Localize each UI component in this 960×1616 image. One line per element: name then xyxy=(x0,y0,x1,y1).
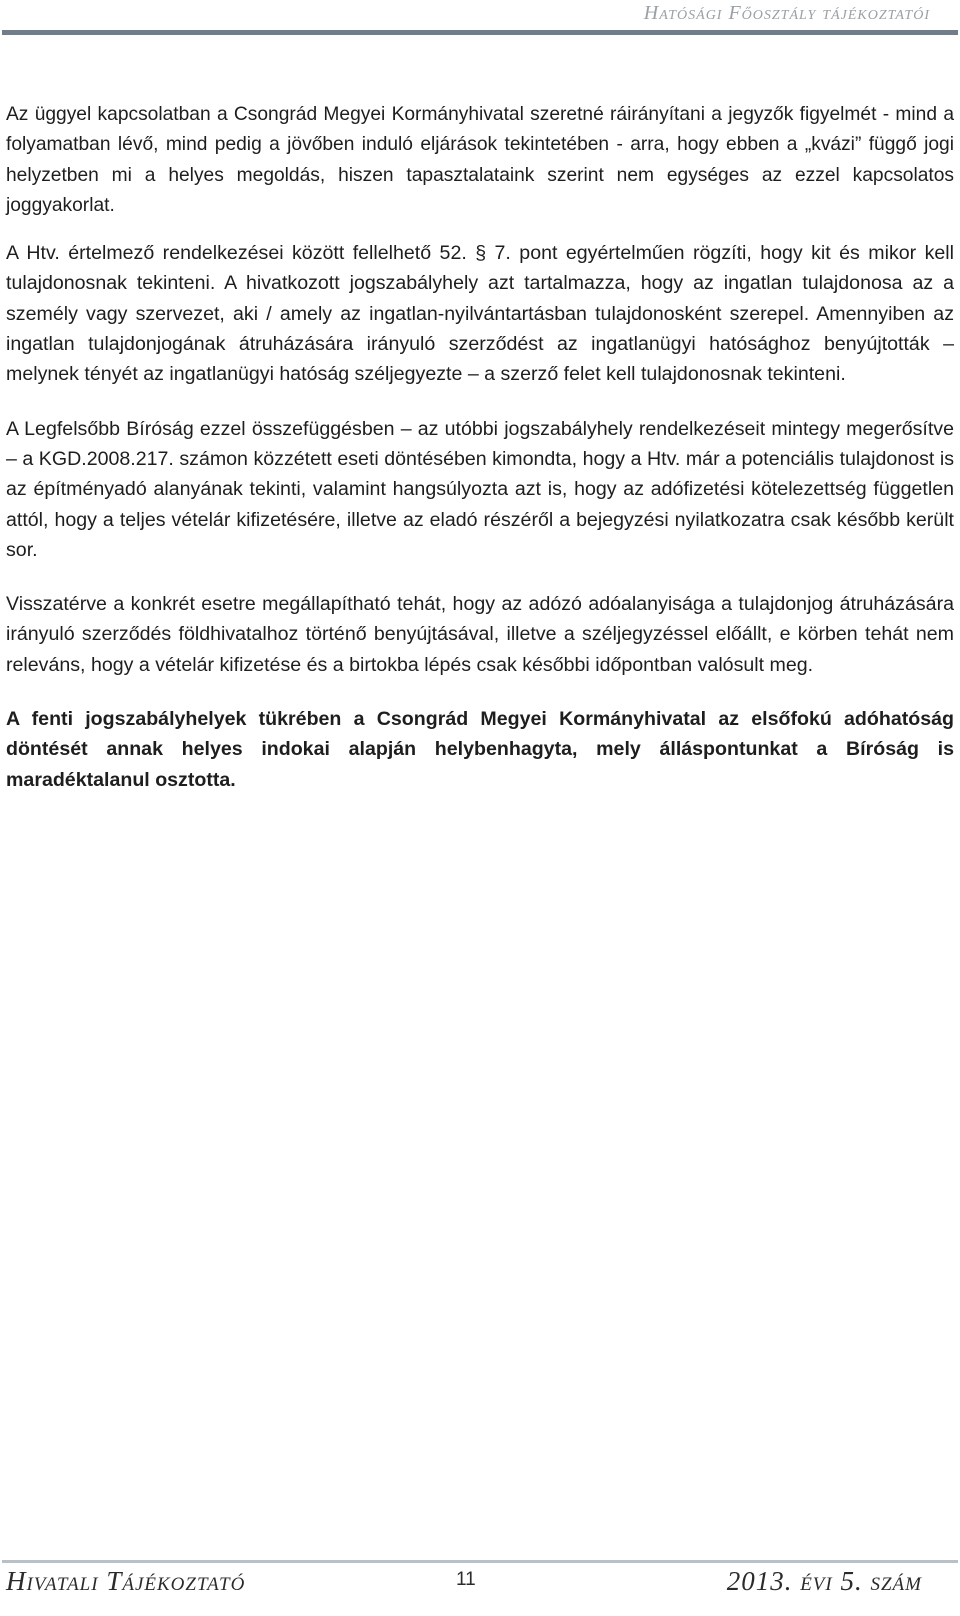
footer-issue: 2013. évi 5. szám xyxy=(726,1566,922,1596)
paragraph-intro: Az üggyel kapcsolatban a Csongrád Megyei Kormányhivatal szeretné ráirányítani a jegyzők figyelmét - mind a folyamatban lévő, mind pedig a jövőben induló eljárások tekintetében - arra, hogy ebben a „kvázi” függő jogi helyzetben mi a helyes megoldás, hiszen tapasztalataink szerint nem egységes az ezzel kapcsolatos joggyakorlat. xyxy=(6,104,954,216)
paragraph-conclusion: A fenti jogszabályhelyek tükrében a Csongrád Megyei Kormányhivatal az elsőfokú adóhatóság döntését annak helyes indokai alapján helybenhagyta, mely álláspontunkat a Bíróság is maradéktalanul osztotta. xyxy=(6,708,954,791)
paragraph-supreme-court: A Legfelsőbb Bíróság ezzel összefüggésben – az utóbbi jogszabályhely rendelkezéseit mintegy megerősítve – a KGD.2008.217. számon közzétett eseti döntésében kimondta, hogy a Htv. már a potenciális tulajdonost is az építményadó alanyának tekinti, valamint hangsúlyozta azt is, hogy az adófizetési kötelezettség független attól, hogy a teljes vételár kifizetésére, illetve az eladó részéről a bejegyzési nyilatkozatra csak később került sor. xyxy=(6,417,954,561)
footer-divider xyxy=(2,1560,958,1563)
document-body xyxy=(6,100,954,819)
paragraph-concrete-case: Visszatérve a konkrét esetre megállapítható tehát, hogy az adózó adóalanyisága a tulajdonjog átruházására irányuló szerződés földhivatalhoz történő benyújtásával, illetve a széljegyzéssel előállt, e körben tehát nem releváns, hogy a vételár kifizetése és a birtokba lépés csak későbbi időpontban valósult meg. xyxy=(6,593,954,676)
page-number: 11 xyxy=(456,1569,476,1590)
paragraph-htv-definition: A Htv. értelmező rendelkezései között fellelhető 52. § 7. pont egyértelműen rögzíti, hogy kit és mikor kell tulajdonosnak tekinteni. A hivatkozott jogszabályhely azt tartalmazza, hogy az ingatlan tulajdonosa az a személy vagy szervezet, aki / amely az ingatlan-nyilvántartásban tulajdonosként szerepel. Amennyiben az ingatlan tulajdonjogának átruházására irányuló szerződést az ingatlanügyi hatósághoz benyújtották – melynek tényét az ingatlanügyi hatóság széljegyezte – a szerző felet kell tulajdonosnak tekinteni. xyxy=(6,242,954,386)
footer-publication-title: Hivatali Tájékoztató xyxy=(6,1566,246,1596)
running-header: Hatósági Főosztály tájékoztatói xyxy=(643,2,930,24)
header-divider xyxy=(2,30,958,35)
